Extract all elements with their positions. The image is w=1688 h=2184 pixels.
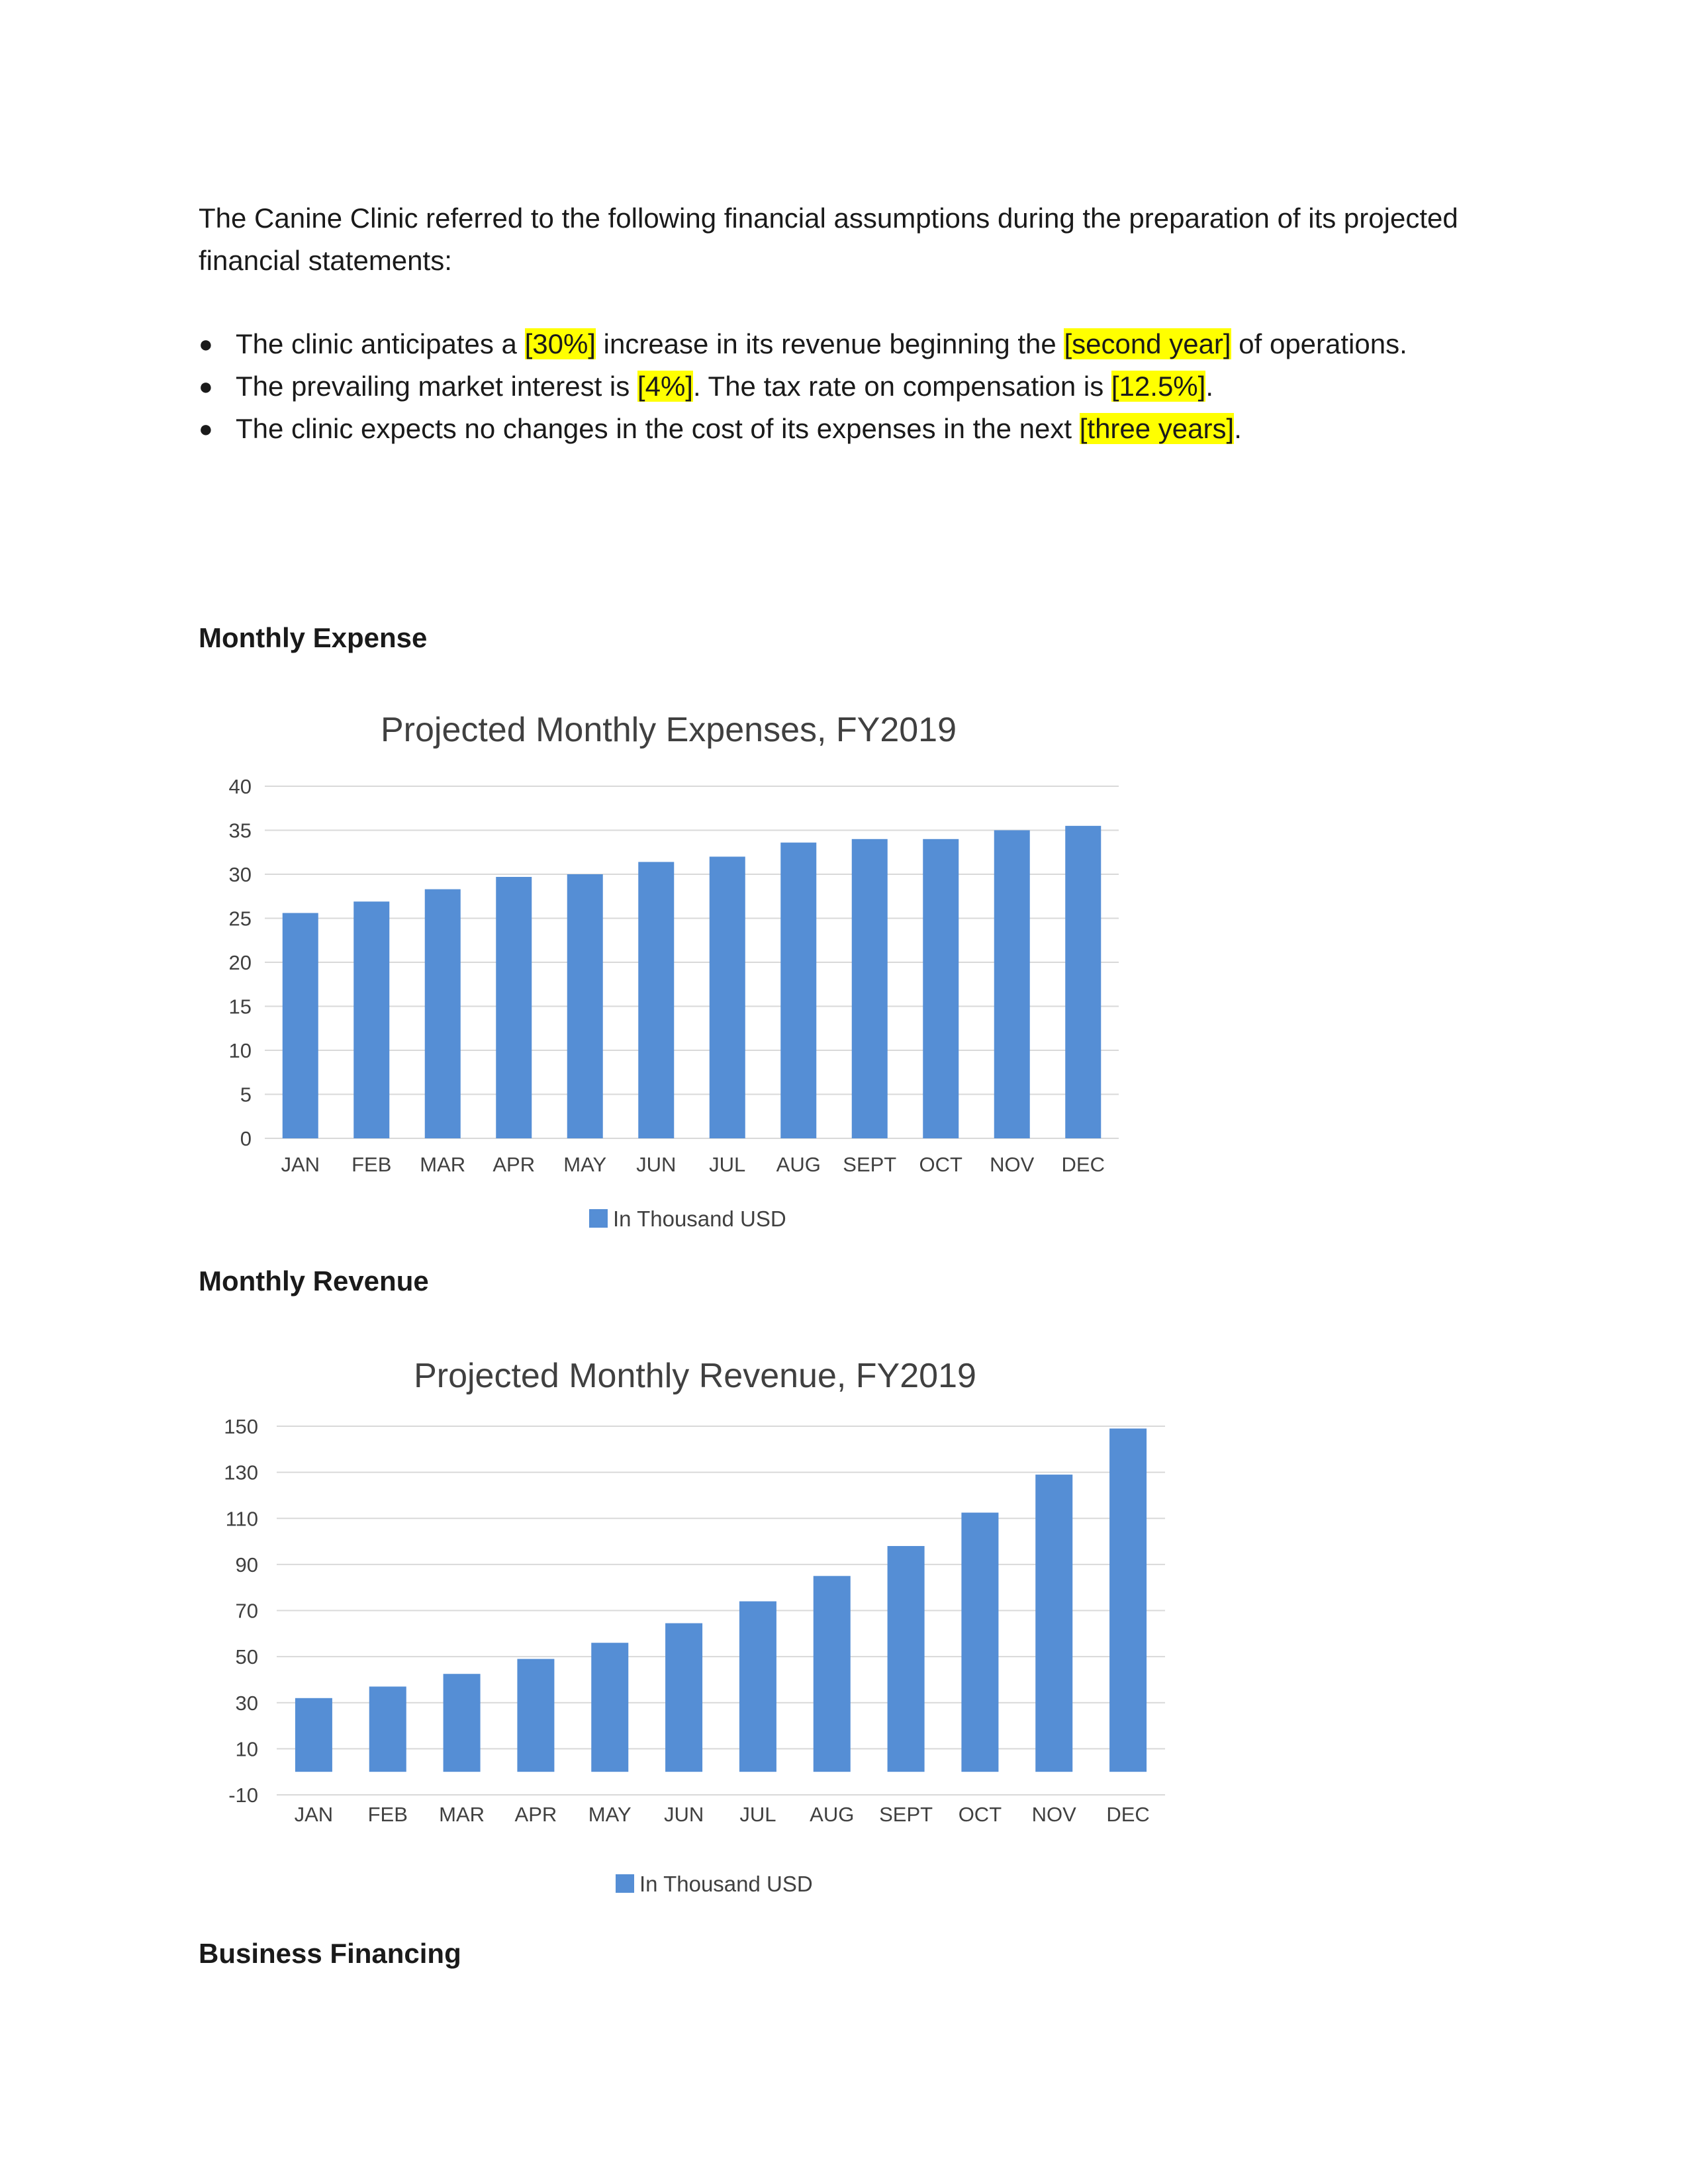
bar-jul [739, 1602, 776, 1772]
x-tick-label: JUN [636, 1153, 677, 1176]
bar-jan [283, 913, 318, 1138]
x-tick-label: JUL [709, 1153, 746, 1176]
y-tick-label: 25 [228, 907, 252, 931]
bar-aug [814, 1576, 851, 1772]
x-tick-label: APR [492, 1153, 536, 1176]
y-tick-label: 10 [228, 1039, 252, 1062]
expenses-bar-chart [199, 702, 1125, 1244]
x-tick-label: OCT [958, 1803, 1002, 1826]
chart-title: Projected Monthly Expenses, FY2019 [380, 711, 957, 749]
revenue-bar-chart [199, 1343, 1178, 1919]
x-tick-label: OCT [919, 1153, 962, 1176]
x-tick-label: AUG [810, 1803, 855, 1826]
assumption-interest-tax: ● The prevailing market interest is [4%]. The tax rate on compensation is [12.5%]. [199, 365, 1523, 408]
x-tick-label: DEC [1106, 1803, 1150, 1826]
bar-aug [780, 842, 816, 1138]
heading-monthly-revenue: Monthly Revenue [199, 1265, 429, 1297]
y-tick-label: 15 [228, 995, 252, 1019]
y-tick-label: 30 [235, 1691, 258, 1715]
x-tick-label: DEC [1061, 1153, 1105, 1176]
legend-label: In Thousand USD [613, 1206, 786, 1231]
bar-oct [923, 839, 959, 1138]
assumption-revenue-growth: ● The clinic anticipates a [30%] increase in its revenue beginning the [second year] of operations. [199, 323, 1523, 365]
highlight-interest-rate: [4%] [637, 371, 693, 402]
bar-jun [665, 1623, 702, 1772]
bar-feb [353, 901, 389, 1138]
bullet-icon: ● [199, 330, 213, 357]
x-tick-label: APR [514, 1803, 557, 1826]
assumption-expenses: ● The clinic expects no changes in the cost of its expenses in the next [three years]. [199, 408, 1523, 450]
y-tick-label: 35 [228, 819, 252, 842]
bar-mar [425, 889, 461, 1138]
bar-nov [994, 831, 1030, 1139]
bar-mar [444, 1674, 481, 1772]
bar-dec [1109, 1428, 1147, 1772]
bar-jul [710, 856, 745, 1138]
bar-may [591, 1643, 628, 1772]
x-tick-label: JUL [739, 1803, 776, 1826]
y-tick-label: 10 [235, 1737, 258, 1761]
heading-monthly-expense: Monthly Expense [199, 622, 428, 653]
bar-may [567, 874, 603, 1138]
y-tick-label: 90 [235, 1553, 258, 1576]
x-tick-label: AUG [776, 1153, 821, 1176]
legend-swatch [589, 1209, 608, 1228]
x-tick-label: SEPT [843, 1153, 897, 1176]
y-tick-label: 20 [228, 951, 252, 974]
y-tick-label: 40 [228, 775, 252, 798]
chart-title: Projected Monthly Revenue, FY2019 [414, 1357, 976, 1395]
bullet-icon: ● [199, 373, 213, 400]
bar-sept [888, 1546, 925, 1772]
bar-apr [517, 1659, 554, 1772]
assumptions-list [199, 323, 1523, 450]
y-tick-label: 30 [228, 863, 252, 886]
legend-label: In Thousand USD [639, 1872, 813, 1896]
highlight-growth-rate: [30%] [524, 328, 596, 359]
legend-swatch [616, 1874, 634, 1893]
bar-sept [852, 839, 888, 1138]
x-tick-label: JAN [294, 1803, 334, 1826]
bar-jun [638, 862, 674, 1138]
x-tick-label: FEB [352, 1153, 392, 1176]
bar-dec [1065, 826, 1101, 1138]
bullet-icon: ● [199, 415, 213, 442]
y-tick-label: 50 [235, 1645, 258, 1669]
highlight-period: [three years] [1079, 413, 1235, 444]
x-tick-label: NOV [1031, 1803, 1076, 1826]
y-tick-label: 110 [225, 1507, 258, 1531]
x-tick-label: NOV [990, 1153, 1035, 1176]
x-tick-label: MAR [420, 1153, 466, 1176]
x-tick-label: JAN [281, 1153, 320, 1176]
intro-paragraph: The Canine Clinic referred to the following financial assumptions during the preparation of its projected financial statements: [199, 203, 1458, 276]
x-tick-label: JUN [663, 1803, 704, 1826]
heading-business-financing: Business Financing [199, 1938, 461, 1969]
bar-feb [369, 1686, 406, 1772]
y-tick-label: 70 [235, 1599, 258, 1623]
x-tick-label: FEB [367, 1803, 408, 1826]
y-tick-label: 5 [240, 1083, 252, 1107]
bar-nov [1035, 1475, 1072, 1772]
x-tick-label: MAY [588, 1803, 632, 1826]
x-tick-label: SEPT [879, 1803, 933, 1826]
x-tick-label: MAY [563, 1153, 607, 1176]
bar-apr [496, 877, 532, 1138]
x-tick-label: MAR [439, 1803, 485, 1826]
bar-jan [295, 1698, 332, 1772]
highlight-start-year: [second year] [1064, 328, 1231, 359]
y-tick-label: -10 [228, 1784, 258, 1807]
y-tick-label: 0 [240, 1127, 252, 1150]
bar-oct [961, 1513, 998, 1772]
y-tick-label: 130 [224, 1461, 258, 1484]
highlight-tax-rate: [12.5%] [1111, 371, 1206, 402]
y-tick-label: 150 [224, 1415, 258, 1438]
